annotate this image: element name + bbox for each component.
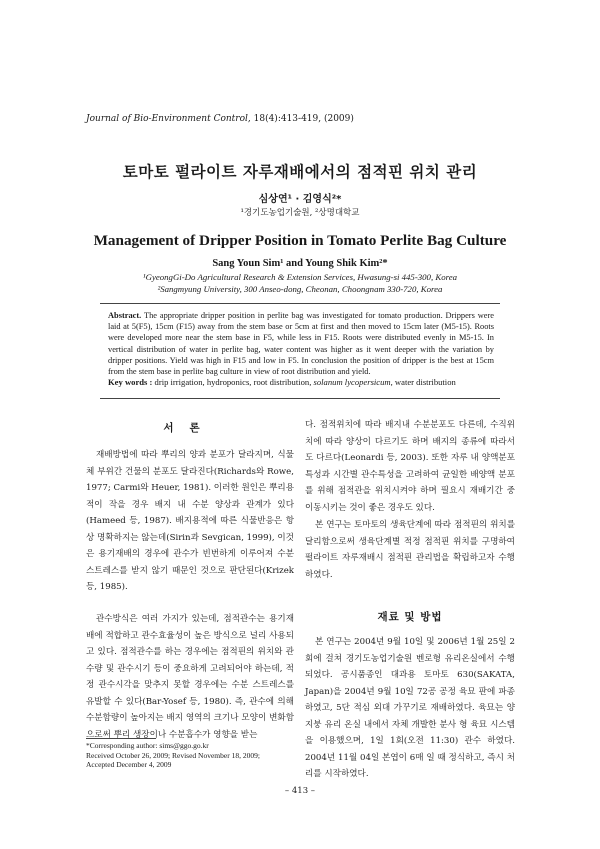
english-affiliation-2: ²Sangmyung University, 300 Anseo-dong, Cheonan, Choongnam 330-720, Korea (157, 284, 443, 294)
keywords (108, 377, 498, 387)
korean-title: 토마토 펄라이트 자루재배에서의 점적핀 위치 관리 (122, 163, 478, 181)
intro-paragraph-continued: 다. 점적위치에 따라 배지내 수분분포도 다른데, 수직위치에 따라 양상이 다르기도 하며 배지의 종류에 따라서도 다르다(Leonardi 등, 2003). 또한 자루 내 양액분포 특성과 시간별 관수특성을 고려하여 균일한 배양액 분포를 위해 점적관을 위치시켜야 하며 필요시 재배기간 중 이동시키는 것이 좋은 경우도 있다. (305, 420, 515, 513)
journal-volume: , 18(4):413-419, (2009) (247, 114, 354, 124)
korean-affiliation: ¹경기도농업기술원, ²상명대학교 (240, 208, 360, 218)
footnote-accepted: Accepted December 4, 2009 (86, 760, 172, 769)
keywords-label: Key words : (108, 377, 153, 387)
intro-paragraph-1: 재배방법에 따라 뿌리의 양과 분포가 달라지며, 식물체 부위간 건물의 분포도 달라진다(Richards와 Rowe, 1977; Carmi와 Heuer, 1981). 이러한 원인은 뿌리용적이 작을 경우 배지 내 수분 양상과 관계가 있다(Hameed 등, 1987). 배지용적에 따른 식물반응은 항상 명확하지는 않는데(Sirin과 Sevgican, 1999), 이것은 용기재배의 경우에 관수가 빈번하게 이루어져 수분 스트레스를 받지 않기 때문인 것으로 판단된다(Krizek 등, 1985). (86, 450, 294, 592)
journal-name: Journal of Bio-Environment Control (86, 114, 248, 124)
keywords-bottom-rule (100, 398, 500, 399)
intro-paragraph-3: 본 연구는 토마토의 생육단계에 따라 점적핀의 위치를 달리함으로써 생육단계별 적정 점적핀 위치를 구명하여 펄라이트 자루재배시 점적핀 관리법을 확립하고자 수행하였다. (305, 520, 515, 580)
korean-authors: 심상연¹ · 김영식²* (258, 194, 342, 205)
intro-paragraph-2: 관수방식은 여러 가지가 있는데, 점적관수는 용기재배에 적합하고 관수효율성이 높은 방식으로 널리 사용되고 있다. 점적관수를 하는 경우에는 점적핀의 위치와 관수량 및 관수시기 등이 중요하게 고려되어야 하는데, 적정 관수시각을 맞추지 못할 경우에는 수분 스트레스를 유발할 수 있다(Bar-Yosef 등, 1980). 즉, 관수에 의해 수분함량이 높아지는 배지 영역의 크기나 모양이 변화함으로써 뿌리 생장이나 수분흡수가 영향을 받는 (86, 614, 294, 740)
journal-citation (86, 114, 354, 124)
section-heading-methods: 재료 및 방법 (377, 611, 443, 623)
section-heading-intro: 서론 (163, 422, 216, 434)
page-number: – 413 – (284, 786, 316, 796)
english-affiliation-1: ¹GyeongGi-Do Agricultural Research & Extension Services, Hwasung-si 445-300, Korea (142, 272, 458, 282)
footnote-corresponding: *Corresponding author: sims@ggo.go.kr (86, 741, 209, 750)
footnote (86, 741, 296, 770)
english-authors: Sang Youn Sim¹ and Young Shik Kim²* (212, 258, 388, 269)
footnote-rule (86, 738, 156, 739)
abstract-text: The appropriate dripper position in perlite bag was investigated for tomato production. Drippers were laid at 5(F5), 15cm (F15) away from the stem base or 5cm at first and then moved to 15cm later (M5-15). Roots were developed more near the stem base in F5, while less in F15. Roots were distributed evenly in M5-15. In vertical distribution of water in perlite bag, water content was higher as it went deeper with the variation by dripper positions. Yield was high in F15 and low in F5. In conclusion the position of dripper is the best at 15cm from the stem base in perlite bag culture in view of root distribution and yield. (108, 311, 494, 377)
abstract-top-rule (100, 303, 500, 304)
keywords-text-end: , water distribution (390, 377, 456, 387)
keywords-text: drip irrigation, hydroponics, root distribution, (152, 377, 314, 387)
methods-paragraph-1: 본 연구는 2004년 9월 10일 및 2006년 1월 25일 2회에 걸쳐 경기도농업기술원 벤로형 유리온실에서 수행되었다. 공시품종인 대과용 토마토 630(SAKATA, Japan)을 2004년 9월 10일 72공 공정 육묘 판에 파종하였고, 5단 적심 외대 가꾸기로 재배하였다. 육묘는 양지붕 유리 온실 내에서 자체 개발한 분사 형 육묘 시스템을 이용했으며, 1일 1회(오전 11:30) 관수 하였다. 2004년 11월 04일 본엽이 6매 일 때 정식하고, 즉시 처리를 시작하였다. (305, 637, 515, 779)
keywords-italic: solanum lycopersicum (313, 377, 391, 387)
footnote-received: Received October 26, 2009; Revised November 18, 2009; (86, 750, 260, 760)
english-title: Management of Dripper Position in Tomato Perlite Bag Culture (93, 232, 507, 249)
abstract-label: Abstract. (108, 311, 142, 320)
abstract (108, 310, 494, 377)
